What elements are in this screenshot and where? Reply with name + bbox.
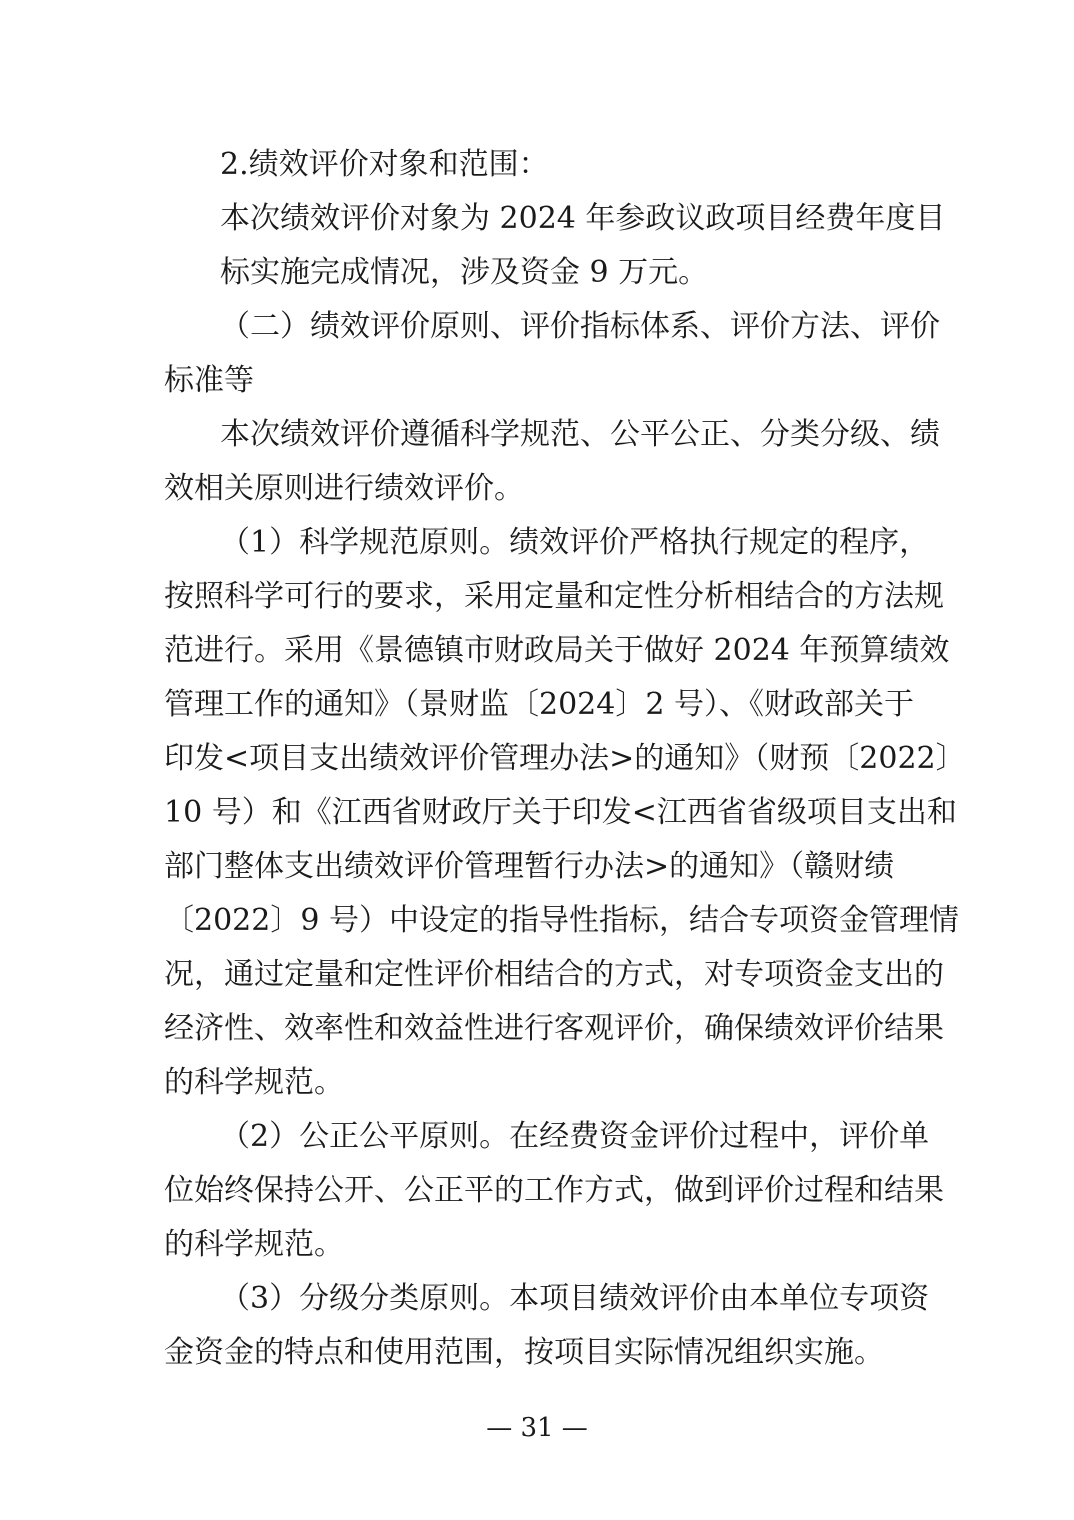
principle-1-heading: （1）科学规范原则。绩效评价严格执行规定的程序， [220,525,930,560]
paragraph-line: 经济性、效率性和效益性进行客观评价，确保绩效评价结果 [164,1011,944,1046]
paragraph-line: 印发<项目支出绩效评价管理办法>的通知》（财预〔2022〕 [164,741,966,776]
paragraph-line: 〔2022〕9 号）中设定的指导性指标，结合专项资金管理情 [164,903,959,938]
section-heading-principles: （二）绩效评价原则、评价指标体系、评价方法、评价 [220,309,940,344]
paragraph-line: 按照科学可行的要求，采用定量和定性分析相结合的方法规 [164,579,944,614]
heading-evaluation-scope: 2.绩效评价对象和范围： [220,147,549,182]
page-number: — 31 — [486,1413,588,1443]
principle-2-heading: （2）公正公平原则。在经费资金评价过程中，评价单 [220,1119,930,1154]
paragraph-line: 标实施完成情况，涉及资金 9 万元。 [220,255,709,290]
paragraph-line: 10 号）和《江西省财政厅关于印发<江西省省级项目支出和 [164,795,957,830]
paragraph-line: 位始终保持公开、公正平的工作方式，做到评价过程和结果 [164,1173,944,1208]
paragraph-line: 效相关原则进行绩效评价。 [164,471,524,506]
paragraph-line: 的科学规范。 [164,1065,344,1100]
paragraph-line: 的科学规范。 [164,1227,344,1262]
section-heading-principles-cont: 标准等 [164,363,254,398]
principle-3-heading: （3）分级分类原则。本项目绩效评价由本单位专项资 [220,1281,930,1316]
paragraph-line: 本次绩效评价对象为 2024 年参政议政项目经费年度目 [220,201,946,236]
paragraph-line: 本次绩效评价遵循科学规范、公平公正、分类分级、绩 [220,417,940,452]
paragraph-line: 管理工作的通知》（景财监〔2024〕2 号）、《财政部关于 [164,687,914,722]
paragraph-line: 况，通过定量和定性评价相结合的方式，对专项资金支出的 [164,957,944,992]
paragraph-line: 部门整体支出绩效评价管理暂行办法>的通知》（赣财绩 [164,849,895,884]
paragraph-line: 金资金的特点和使用范围，按项目实际情况组织实施。 [164,1335,884,1370]
paragraph-line: 范进行。采用《景德镇市财政局关于做好 2024 年预算绩效 [164,633,950,668]
